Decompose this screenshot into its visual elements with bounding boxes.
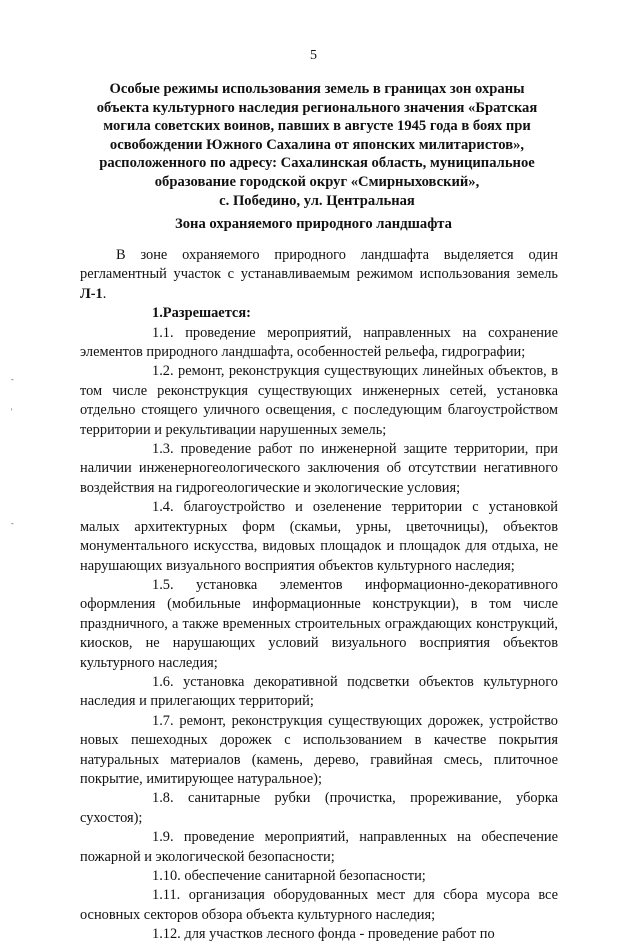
item-text: проведение мероприятий, направленных на обеспечение пожарной и экологической безопасности; [80,829,558,865]
list-item [80,867,558,886]
item-number: 1.12. [152,926,181,943]
list-item [80,886,558,925]
item-number: 1.4. [152,499,174,516]
item-number: 1.10. [152,868,181,884]
header-line: объекта культурного наследия регионального значения «Братская [96,99,538,116]
permitted-number: 1. [152,305,163,322]
header-line: могила советских воинов, павших в августе 1945 года в боях при [103,118,531,135]
item-text: ремонт, реконструкция существующих дорожек, устройство новых пешеходных дорожек с использованием в качестве покрытия натуральных материалов (камень, дерево, гравийная смесь, плиточное покрытие, имитирующее натуральное); [80,712,558,787]
item-text: санитарные рубки (прочистка, прореживание, уборка сухостоя); [80,790,558,826]
list-item [80,498,558,576]
item-number: 1.9. [152,829,174,846]
document-header [84,80,550,210]
item-text: благоустройство и озеленение территории с установкой малых архитектурных форм (скамьи, урны, цветочницы), объектов монументального искусства, видовых площадок и площадок для отдыха, не нарушающих визуального восприятия объектов культурного наследия; [80,499,558,574]
item-number: 1.3. [152,441,174,458]
header-line: образование городской округ «Смирныховский», [154,173,480,190]
item-number: 1.6. [152,673,174,690]
regulation-body [80,246,558,945]
header-line: с. Победино, ул. Центральная [219,192,415,209]
scan-mark: ' [11,407,13,416]
item-number: 1.11. [152,887,181,904]
item-text: установка декоративной подсветки объектов культурного наследия и прилегающих территорий; [80,673,558,710]
page-number: 5 [310,48,317,63]
item-number: 1.2. [152,363,174,380]
item-number: 1.5. [152,576,174,593]
item-number: 1.8. [152,790,174,807]
item-text: проведение мероприятий, направленных на сохранение элементов природного ландшафта, особенностей рельефа, гидрографии; [80,324,558,361]
header-line: освобождении Южного Сахалина от японских милитаристов», [109,136,525,153]
header-line: Особые режимы использования земель в границах зон охраны [109,81,525,97]
intro-text: В зоне охраняемого природного ландшафта выделяется один регламентный участок с устанавливаемым режимом использования земель [80,247,558,283]
item-text: организация оборудованных мест для сбора мусора все основных секторов обзора объекта культурного наследия; [80,887,558,923]
scan-mark: - [11,375,14,384]
item-text: установка элементов информационно-декоративного оформления (мобильные информационные конструкции), в том числе праздничного, а также временных строительных ограждающих конструкций, киосков, не нарушающих условий визуального восприятия объектов культурного наследия; [80,576,558,671]
intro-end: . [102,285,107,302]
zone-code: Л-1 [80,285,103,302]
intro-paragraph [80,246,558,304]
list-item [80,712,558,790]
item-number: 1.1. [152,324,174,341]
header-line: расположенного по адресу: Сахалинская область, муниципальное [99,155,535,172]
item-text: ремонт, реконструкция существующих линейных объектов, в том числе реконструкция существующих инженерных сетей, установка отдельно стоящего уличного освещения, с последующим благоустройством территории и рекультивации нарушенных земель; [80,363,558,438]
item-text: для участков лесного фонда - проведение работ по [184,926,495,943]
list-item [80,925,558,944]
list-item [80,673,558,712]
list-item [80,324,558,363]
item-text: проведение работ по инженерной защите территории, при наличии инженерногеологического заключения об отсутствии негативного воздействия на гидрогеологические и экологические условия; [80,441,558,496]
item-number: 1.7. [152,712,174,729]
section-title: Зона охраняемого природного ландшафта [175,216,452,232]
list-item [80,576,558,673]
list-item [80,440,558,498]
permitted-label: Разрешается: [162,305,251,322]
list-item [80,362,558,440]
list-item [80,828,558,867]
item-text: обеспечение санитарной безопасности; [184,868,426,884]
permitted-heading [80,304,558,323]
scan-mark: - [11,519,14,528]
list-item [80,789,558,828]
